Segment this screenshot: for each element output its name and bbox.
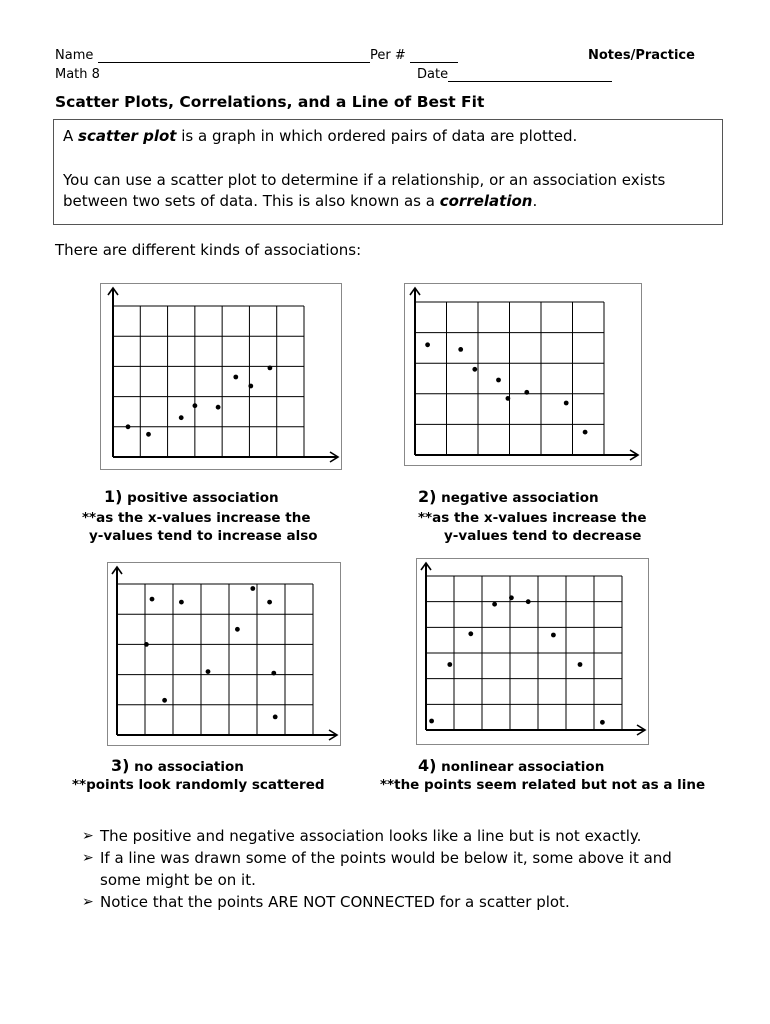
chart-positive [101,284,343,471]
data-point [509,595,514,600]
data-point [496,378,501,383]
data-point [216,405,221,410]
caption-4-number: 4) [418,756,437,775]
data-point [600,720,605,725]
chart-negative [405,284,643,467]
term-correlation: correlation [439,192,533,210]
data-point [193,403,198,408]
bullet-text: some might be on it. [100,871,256,889]
data-point [233,375,238,380]
definition-text: between two sets of data. This is also known as a [63,192,440,210]
data-point [551,633,556,638]
data-point [268,366,273,371]
data-point [458,347,463,352]
definition-line-2: You can use a scatter plot to determine if a relationship, or an association exists [63,171,666,189]
date-line [417,67,612,82]
data-point [179,600,184,605]
bullet-text: Notice that the points ARE NOT CONNECTED for a scatter plot. [100,893,570,911]
data-point [162,698,167,703]
data-point [146,432,151,437]
data-point [506,396,511,401]
definition-text: . [532,192,538,210]
chart-none [108,563,342,747]
caption-1-number: 1) [104,487,123,506]
caption-2-title: negative association [441,490,599,506]
data-point [564,401,569,406]
caption-4 [418,756,604,775]
caption-2-number: 2) [418,487,437,506]
definition-text: A [63,127,79,145]
period-label: Per # [370,48,406,63]
data-point [447,662,452,667]
caption-1 [104,487,279,506]
data-point [492,602,497,607]
page-title: Scatter Plots, Correlations, and a Line of Best Fit [55,93,485,111]
date-field[interactable] [448,68,612,82]
caption-1-line-1: **as the x-values increase the [82,510,311,526]
name-line [55,48,370,63]
caption-3-number: 3) [111,756,130,775]
caption-1-title: positive association [127,490,279,506]
caption-2-line-1: **as the x-values increase the [418,510,647,526]
caption-3-title: no association [134,759,244,775]
definition-line-1 [63,126,577,147]
chart-nonlinear [417,559,650,746]
chart-nonlinear-frame [416,558,649,745]
data-point [583,430,588,435]
period-field[interactable] [410,49,458,63]
data-point [248,384,253,389]
date-label: Date [417,67,449,82]
data-point [126,424,131,429]
data-point [267,600,272,605]
caption-3-line-1: **points look randomly scattered [72,777,325,793]
data-point [429,719,434,724]
chart-positive-frame [100,283,342,470]
chart-none-frame [107,562,341,746]
data-point [472,367,477,372]
period-line [370,48,458,63]
definition-text: is a graph in which ordered pairs of data are plotted. [176,127,578,145]
caption-2-line-2: y-values tend to decrease [444,528,642,544]
data-point [250,586,255,591]
arrow-bullet-icon: ➢ [82,828,94,844]
data-point [235,627,240,632]
data-point [273,715,278,720]
doc-type-label: Notes/Practice [588,48,695,63]
class-label: Math 8 [55,67,100,82]
data-point [425,342,430,347]
data-point [179,415,184,420]
data-point [578,662,583,667]
data-point [144,642,149,647]
data-point [271,671,276,676]
bullet-text: If a line was drawn some of the points would be below it, some above it and [100,849,672,867]
name-label: Name [55,48,94,63]
caption-3 [111,756,244,775]
caption-1-line-2: y-values tend to increase also [89,528,318,544]
bullet-text: The positive and negative association looks like a line but is not exactly. [100,827,642,845]
data-point [206,669,211,674]
associations-intro: There are different kinds of associations: [55,241,362,259]
caption-4-line-1: **the points seem related but not as a line [380,777,706,793]
caption-2 [418,487,599,506]
data-point [468,631,473,636]
chart-negative-frame [404,283,642,466]
caption-4-title: nonlinear association [441,759,605,775]
data-point [150,597,155,602]
data-point [526,599,531,604]
name-field[interactable] [98,49,370,63]
term-scatter-plot: scatter plot [78,127,177,145]
definition-box [53,119,723,225]
arrow-bullet-icon: ➢ [82,894,94,910]
data-point [524,390,529,395]
arrow-bullet-icon: ➢ [82,850,94,866]
definition-line-3 [63,191,537,212]
